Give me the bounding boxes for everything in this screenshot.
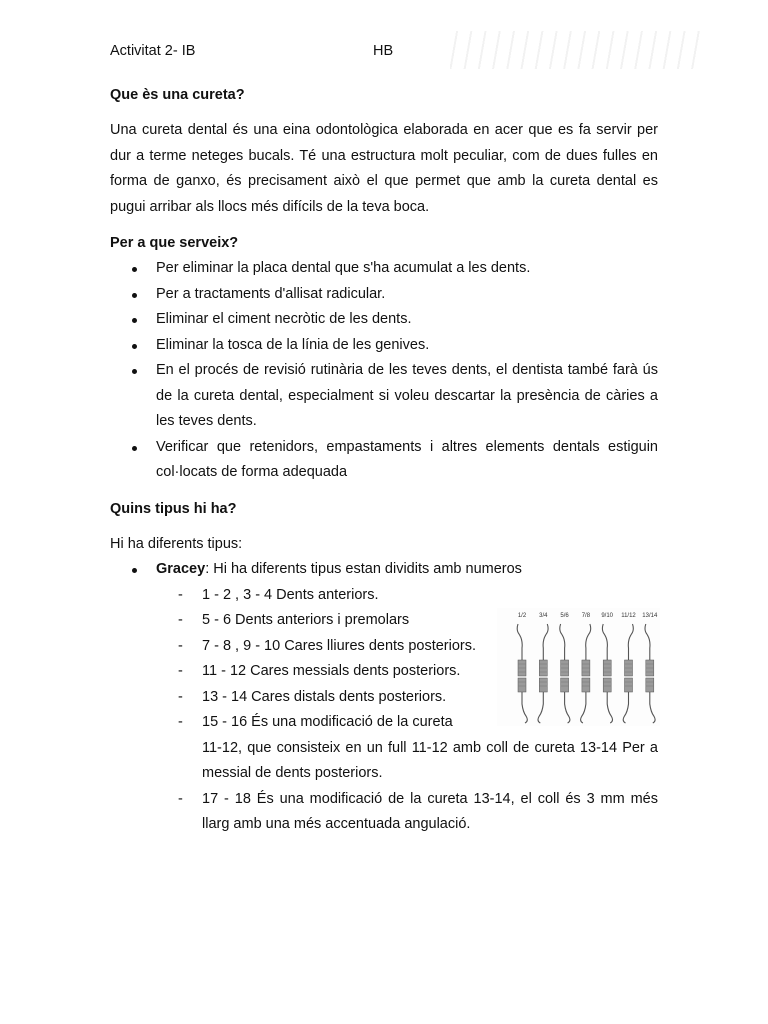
bullet-icon bbox=[132, 446, 137, 451]
dash-icon: - bbox=[178, 586, 183, 603]
intro-paragraph: Una cureta dental és una eina odontològica elaborada en acer que es fa servir per dur a terme neteges bucals. Té una estructura molt peculiar, com de dues fulles en forma de ganxo, és precisament això el que permet que amb la cureta dental es pugui arribar als llocs més difícils de la teva boca. bbox=[110, 122, 658, 215]
sub-item: - 1 - 2 , 3 - 4 Dents anteriors. bbox=[110, 583, 492, 609]
dash-icon: - bbox=[178, 688, 183, 705]
curette-label: 11/12 bbox=[621, 613, 636, 619]
sub-item: - 11 - 12 Cares messials dents posteriors. bbox=[110, 659, 492, 685]
sub-item: - 15 - 16 És una modificació de la cureta bbox=[110, 710, 492, 736]
sub-item: - 7 - 8 , 9 - 10 Cares lliures dents posteriors. bbox=[110, 634, 492, 660]
header-initials: HB bbox=[373, 43, 394, 59]
curettes-illustration bbox=[497, 608, 660, 726]
curette-instrument bbox=[645, 624, 655, 723]
list-item: Eliminar el ciment necròtic de les dents. bbox=[110, 307, 658, 333]
sub-item: - 13 - 14 Cares distals dents posteriors. bbox=[110, 685, 492, 711]
curette-label: 3/4 bbox=[539, 613, 548, 619]
curette-instrument bbox=[623, 624, 633, 723]
dash-icon: - bbox=[178, 663, 183, 679]
bullet-icon bbox=[132, 267, 137, 272]
list-item: En el procés de revisió rutinària de les teves dents, el dentista també farà ús de la cureta dental, especialment si voleu descartar la presència de càries a les teves dents. bbox=[110, 358, 658, 435]
curette-instrument bbox=[538, 624, 548, 723]
list-item: Eliminar la tosca de la línia de les genives. bbox=[110, 333, 658, 359]
types-list bbox=[110, 557, 658, 583]
list-item-gracey bbox=[110, 557, 658, 583]
curette-label: 1/2 bbox=[517, 613, 527, 619]
curette-instrument bbox=[602, 624, 612, 723]
bullet-icon bbox=[132, 344, 137, 349]
uses-list bbox=[110, 256, 658, 486]
curette-instrument bbox=[560, 624, 570, 723]
dash-icon: - bbox=[178, 714, 183, 730]
bullet-icon bbox=[132, 293, 137, 298]
dash-icon: - bbox=[178, 790, 183, 807]
bullet-icon bbox=[132, 369, 137, 374]
sub-item: - 5 - 6 Dents anteriors i premolars bbox=[110, 608, 492, 634]
curette-instrument bbox=[581, 624, 591, 723]
sub-item-continued: 11-12, que consisteix en un full 11-12 amb coll de cureta 13-14 Per a messial de dents posteriors. bbox=[202, 739, 658, 781]
list-item: Verificar que retenidors, empastaments i altres elements dentals estiguin col·locats de forma adequada bbox=[110, 435, 658, 486]
curette-label: 13/14 bbox=[642, 613, 658, 619]
list-item: Per eliminar la placa dental que s'ha acumulat a les dents. bbox=[110, 256, 658, 282]
heading-uses: Per a que serveix? bbox=[110, 235, 239, 251]
dash-icon: - bbox=[178, 612, 183, 628]
gracey-description: : Hi ha diferents tipus estan dividits amb numeros bbox=[205, 561, 522, 577]
curette-label: 9/10 bbox=[601, 613, 614, 619]
heading-what-is: Que ès una cureta? bbox=[110, 87, 245, 103]
curette-label: 7/8 bbox=[581, 613, 591, 619]
dash-icon: - bbox=[178, 637, 183, 654]
gracey-label: Gracey bbox=[156, 561, 206, 577]
bullet-icon bbox=[132, 568, 137, 573]
sub-item: - 17 - 18 És una modificació de la cureta 13-14, el coll és 3 mm més llarg amb una més accentuada angulació. bbox=[110, 787, 658, 838]
types-intro: Hi ha diferents tipus: bbox=[110, 535, 243, 552]
list-item: Per a tractaments d'allisat radicular. bbox=[110, 282, 658, 308]
header-activity: Activitat 2- IB bbox=[110, 43, 196, 59]
bullet-icon bbox=[132, 318, 137, 323]
heading-types: Quins tipus hi ha? bbox=[110, 500, 237, 517]
curette-instrument bbox=[517, 624, 527, 723]
curette-label: 5/6 bbox=[560, 613, 569, 619]
gracey-curettes-figure bbox=[497, 608, 660, 726]
redacted-area bbox=[450, 31, 700, 69]
page-header bbox=[110, 39, 658, 65]
